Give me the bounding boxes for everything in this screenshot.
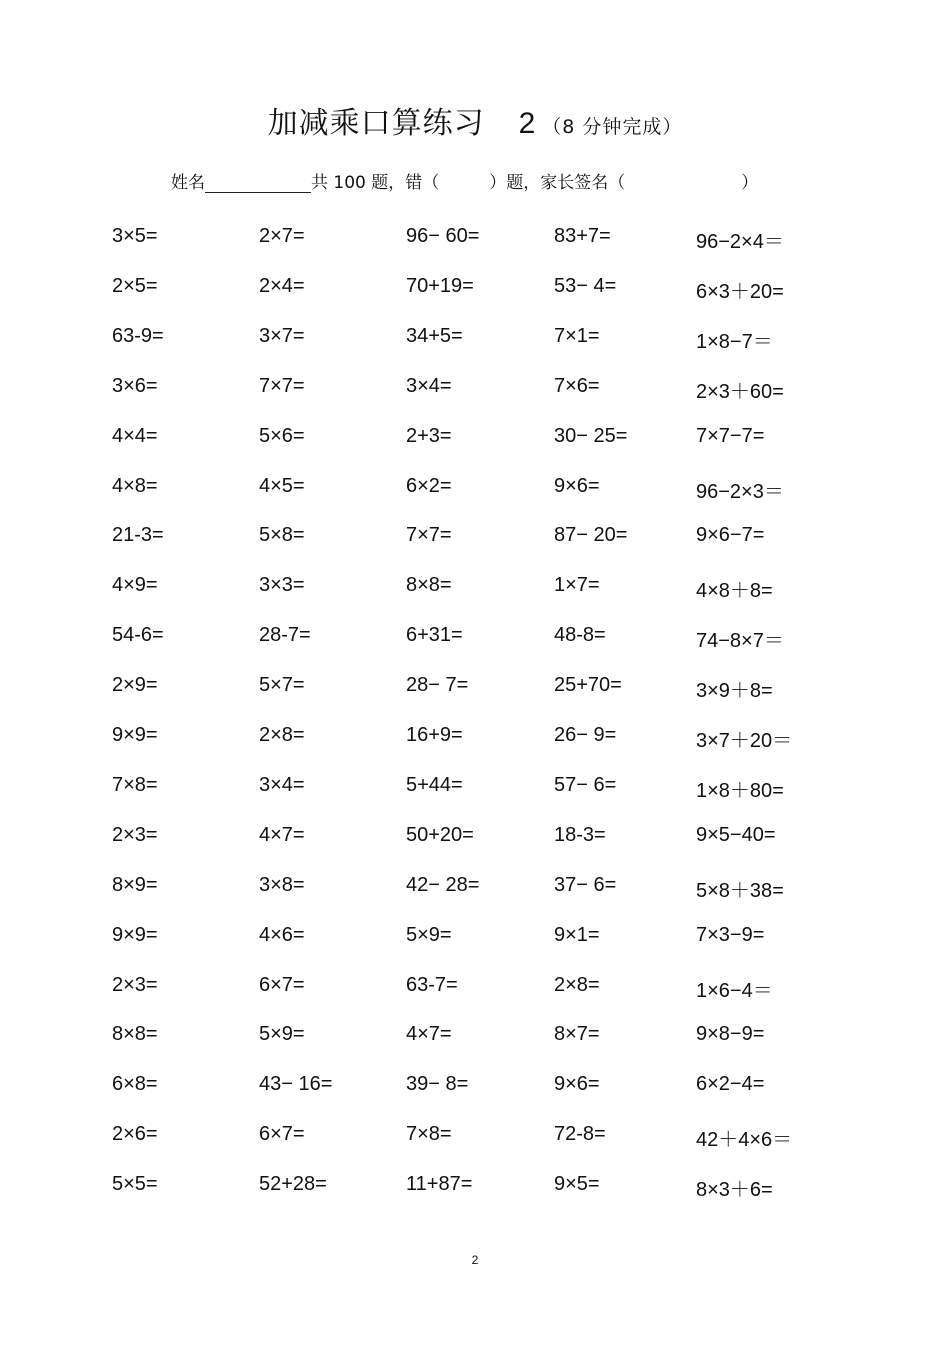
problem-item: 7×7= (259, 374, 305, 397)
problem-row (0, 574, 950, 610)
problem-item: 70+19= (406, 274, 474, 297)
problem-item: 2×5= (112, 274, 158, 297)
problem-item: 6×8= (112, 1073, 158, 1096)
problem-item: 3×9＋8= (696, 680, 773, 703)
problem-row (0, 624, 950, 660)
problem-row (0, 874, 950, 910)
problem-item: 3×6= (112, 374, 158, 397)
problem-item: 74−8×7＝ (696, 630, 784, 653)
problem-item: 7×7= (406, 524, 452, 547)
student-info-line (171, 168, 758, 193)
problem-item: 2×3＋60= (696, 380, 784, 403)
problem-row (0, 375, 950, 411)
problem-item: 83+7= (554, 225, 611, 247)
problem-item: 5×5= (112, 1173, 158, 1196)
problem-item: 2×8= (259, 724, 305, 746)
problem-item: 2×4= (259, 274, 305, 297)
problem-item: 9×1= (554, 923, 600, 946)
problem-item: 25+70= (554, 674, 622, 697)
problem-row (0, 924, 950, 960)
problem-item: 1×6−4＝ (696, 979, 773, 1002)
problem-item: 28− 7= (406, 674, 469, 697)
problem-item: 8×3＋6= (696, 1179, 773, 1202)
problem-item: 2×3= (112, 823, 158, 846)
problem-item: 2×3= (112, 973, 158, 996)
problem-row (0, 1173, 950, 1209)
problem-item: 8×9= (112, 873, 158, 896)
problem-item: 6×7= (259, 973, 305, 996)
problem-item: 39− 8= (406, 1073, 469, 1096)
problem-item: 26− 9= (554, 724, 617, 746)
problem-item: 4×5= (259, 474, 305, 497)
problem-item: 42− 28= (406, 873, 480, 896)
problem-item: 4×8= (112, 474, 158, 497)
problem-item: 4×9= (112, 574, 158, 597)
problem-item: 8×8= (406, 574, 452, 597)
problem-item: 4×7= (259, 823, 305, 846)
worksheet-title (0, 98, 950, 142)
problem-row (0, 475, 950, 511)
problem-item: 2×6= (112, 1123, 158, 1146)
problem-item: 5+44= (406, 773, 463, 796)
problem-row (0, 824, 950, 860)
problem-item: 3×7= (259, 324, 305, 347)
problem-item: 57− 6= (554, 773, 617, 796)
problem-item: 11+87= (406, 1173, 473, 1196)
problem-item: 2+3= (406, 424, 452, 447)
problem-item: 54-6= (112, 624, 164, 647)
problem-row (0, 674, 950, 710)
worksheet-number: 2 (518, 107, 537, 140)
problem-item: 9×9= (112, 923, 158, 946)
problem-item: 8×7= (554, 1023, 600, 1046)
problem-item: 52+28= (259, 1173, 327, 1196)
problem-row (0, 275, 950, 311)
problem-item: 3×5= (112, 225, 158, 247)
problem-item: 6×2−4= (696, 1073, 765, 1096)
problem-item: 42＋4×6＝ (696, 1129, 793, 1152)
problem-item: 9×5−40= (696, 823, 776, 846)
problem-item: 2×9= (112, 674, 158, 697)
problem-row (0, 425, 950, 461)
problem-item: 3×4= (406, 374, 452, 397)
problem-item: 6×2= (406, 474, 452, 497)
problem-item: 21-3= (112, 524, 164, 547)
problem-item: 9×6= (554, 1073, 600, 1096)
problem-row (0, 724, 950, 760)
problem-row (0, 1073, 950, 1109)
problem-item: 9×5= (554, 1173, 600, 1196)
problem-item: 7×3−9= (696, 923, 765, 946)
sign-close: ） (741, 173, 759, 193)
problem-item: 4×4= (112, 424, 158, 447)
problem-item: 3×3= (259, 574, 305, 597)
problem-item: 96−2×3＝ (696, 480, 784, 503)
problem-item: 3×4= (259, 773, 305, 796)
problem-item: 37− 6= (554, 873, 617, 896)
problem-item: 5×8＋38= (696, 879, 784, 902)
problem-item: 7×8= (112, 773, 158, 796)
problem-item: 3×7＋20＝ (696, 730, 793, 752)
problem-item: 4×7= (406, 1023, 452, 1046)
time-limit: （8 分钟完成） (542, 116, 683, 138)
problem-row (0, 325, 950, 361)
parent-sign-label: ）题，家长签名（ (489, 173, 626, 193)
problem-item: 48-8= (554, 624, 606, 647)
name-blank[interactable] (205, 174, 311, 193)
problem-item: 6×3＋20= (696, 280, 784, 303)
problem-row (0, 524, 950, 560)
problem-item: 2×7= (259, 225, 305, 247)
problem-item: 5×8= (259, 524, 305, 547)
problem-row (0, 225, 950, 261)
problem-item: 63-9= (112, 324, 164, 347)
problem-item: 5×9= (259, 1023, 305, 1046)
problem-item: 2×8= (554, 973, 600, 996)
problem-item: 16+9= (406, 724, 463, 746)
problem-item: 96− 60= (406, 225, 480, 247)
name-label: 姓名 (171, 173, 205, 193)
problem-item: 7×7−7= (696, 424, 765, 447)
problem-item: 7×1= (554, 324, 600, 347)
problem-item: 4×8＋8= (696, 580, 773, 603)
problem-item: 7×6= (554, 374, 600, 397)
problem-row (0, 1123, 950, 1159)
problem-item: 63-7= (406, 973, 458, 996)
title-text: 加减乘口算练习 (267, 106, 485, 141)
problem-item: 87− 20= (554, 524, 628, 547)
problem-item: 9×6= (554, 474, 600, 497)
page-number: 2 (471, 1253, 479, 1267)
problem-item: 50+20= (406, 823, 474, 846)
problem-row (0, 774, 950, 810)
problem-item: 1×7= (554, 574, 600, 597)
total-count-text: 共 100 题，错（ (311, 173, 440, 193)
problem-item: 53− 4= (554, 274, 617, 297)
problem-item: 7×8= (406, 1123, 452, 1146)
problem-item: 9×6−7= (696, 524, 765, 547)
problem-item: 1×8＋80= (696, 779, 784, 802)
problem-item: 5×6= (259, 424, 305, 447)
problem-item: 96−2×4＝ (696, 231, 784, 253)
problem-item: 30− 25= (554, 424, 628, 447)
problem-item: 1×8−7＝ (696, 330, 773, 353)
problem-item: 9×8−9= (696, 1023, 765, 1046)
problem-item: 18-3= (554, 823, 606, 846)
problem-item: 5×9= (406, 923, 452, 946)
problem-row (0, 1023, 950, 1059)
problem-item: 9×9= (112, 724, 158, 746)
problem-item: 6×7= (259, 1123, 305, 1146)
problem-item: 8×8= (112, 1023, 158, 1046)
problem-item: 4×6= (259, 923, 305, 946)
problem-item: 28-7= (259, 624, 311, 647)
problem-item: 5×7= (259, 674, 305, 697)
problem-item: 6+31= (406, 624, 463, 647)
problem-item: 43− 16= (259, 1073, 333, 1096)
problem-item: 3×8= (259, 873, 305, 896)
problem-item: 34+5= (406, 324, 463, 347)
problem-item: 72-8= (554, 1123, 606, 1146)
problem-row (0, 974, 950, 1010)
